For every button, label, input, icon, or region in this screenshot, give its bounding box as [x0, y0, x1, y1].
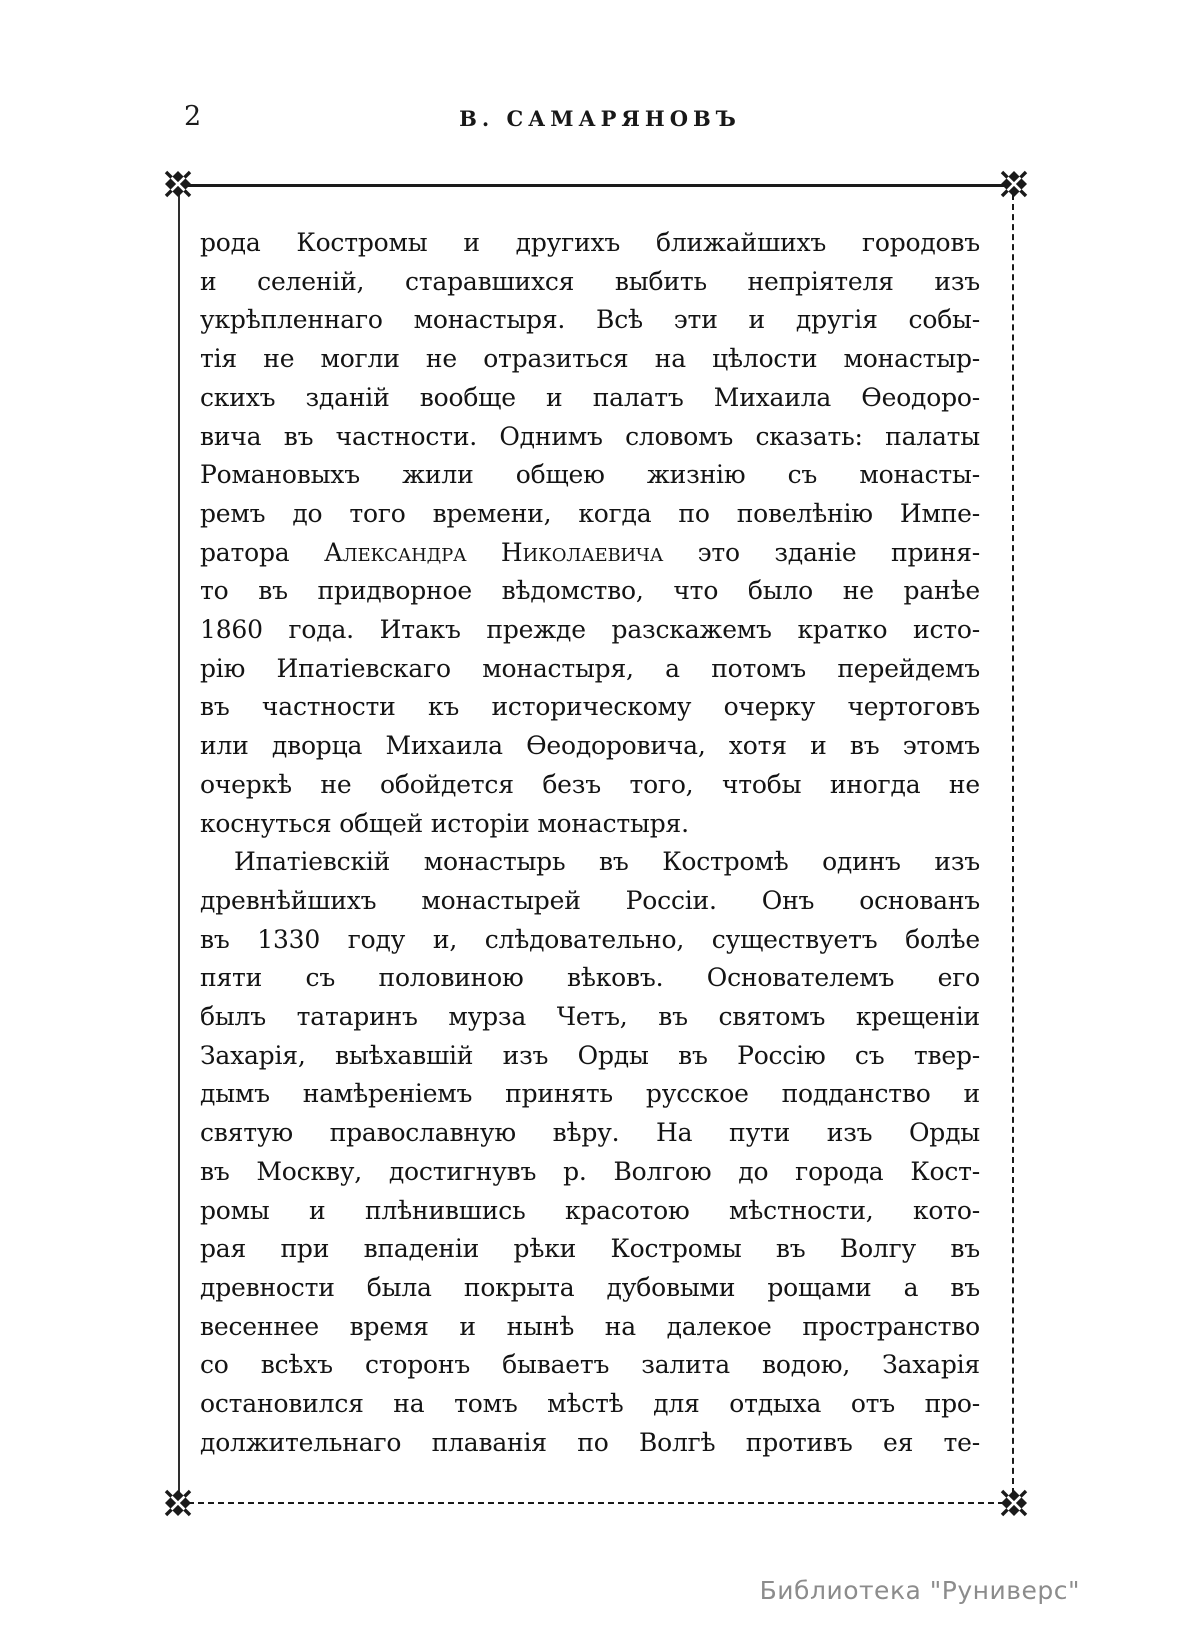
- text-line: святую православную вѣру. На пути изъ Орды: [200, 1118, 980, 1148]
- text-line: [200, 534, 980, 573]
- text-line: рода Костромы и другихъ ближайшихъ городовъ: [200, 228, 980, 257]
- text-segment: это зданіе приня-: [663, 537, 980, 567]
- text-segment: ратора: [200, 537, 324, 567]
- diamond-cross-ornament-icon: [163, 1488, 193, 1518]
- diamond-cross-ornament-icon: [999, 1488, 1029, 1518]
- running-header: В. САМАРЯНОВЪ: [459, 106, 741, 131]
- text-line: пяти съ половиною вѣковъ. Основателемъ его: [200, 963, 980, 993]
- text-line: со всѣхъ сторонъ бываетъ залита водою, Захарія: [200, 1350, 980, 1380]
- text-line: очеркѣ не обойдется безъ того, чтобы иногда не: [200, 769, 980, 799]
- text-line: Ипатіевскій монастырь въ Костромѣ одинъ изъ: [234, 847, 980, 877]
- text-line: тія не могли не отразиться на цѣлости монастыр-: [200, 344, 980, 374]
- diamond-cross-ornament-icon: [999, 169, 1029, 199]
- text-line: вича въ частности. Однимъ словомъ сказать: палаты: [200, 421, 980, 451]
- text-line: ромы и плѣнившись красотою мѣстности, кото-: [200, 1195, 980, 1225]
- text-line: древности была покрыта дубовыми рощами а въ: [200, 1272, 980, 1302]
- text-line: рая при впаденіи рѣки Костромы въ Волгу въ: [200, 1234, 980, 1264]
- small-caps-name: Александра Николаевича: [323, 537, 664, 567]
- text-line: въ 1330 году и, слѣдовательно, существуетъ болѣе: [200, 924, 980, 954]
- library-watermark: Библиотека "Руниверс": [759, 1576, 1080, 1605]
- paragraph: [200, 224, 980, 843]
- body-text: [200, 224, 980, 1463]
- text-line: остановился на томъ мѣстѣ для отдыха отъ про-: [200, 1389, 980, 1419]
- text-line: древнѣйшихъ монастырей Россіи. Онъ основанъ: [200, 885, 980, 915]
- text-line: 1860 года. Итакъ прежде разскажемъ кратко исто-: [200, 615, 980, 645]
- paragraph: [200, 843, 980, 1462]
- text-line: ремъ до того времени, когда по повелѣнію Импе-: [200, 498, 980, 528]
- page-number: 2: [184, 101, 202, 132]
- text-line: въ частности къ историческому очерку чертоговъ: [200, 692, 980, 722]
- text-line: дымъ намѣреніемъ принять русское подданство и: [200, 1079, 980, 1109]
- diamond-cross-ornament-icon: [163, 169, 193, 199]
- text-line: въ Москву, достигнувъ р. Волгою до города Кост-: [200, 1156, 980, 1186]
- text-line: весеннее время и нынѣ на далекое пространство: [200, 1311, 980, 1341]
- text-line: Романовыхъ жили общею жизнію съ монасты-: [200, 460, 980, 490]
- text-line: Захарія, выѣхавшій изъ Орды въ Россію съ твер-: [200, 1040, 980, 1070]
- text-line: скихъ зданій вообще и палатъ Михаила Ѳеодоро-: [200, 382, 980, 412]
- text-line: коснуться общей исторіи монастыря.: [200, 808, 689, 838]
- text-line: былъ татаринъ мурза Четъ, въ святомъ крещеніи: [200, 1002, 980, 1032]
- text-line: должительнаго плаванія по Волгѣ противъ ея те-: [200, 1427, 980, 1457]
- text-line: рію Ипатіевскаго монастыря, а потомъ перейдемъ: [200, 653, 980, 683]
- text-line: или дворца Михаила Ѳеодоровича, хотя и въ этомъ: [200, 731, 980, 761]
- text-line: то въ придворное вѣдомство, что было не ранѣе: [200, 576, 980, 606]
- text-line: и селеній, старавшихся выбить непріятеля изъ: [200, 266, 980, 296]
- text-line: укрѣпленнаго монастыря. Всѣ эти и другія собы-: [200, 305, 980, 335]
